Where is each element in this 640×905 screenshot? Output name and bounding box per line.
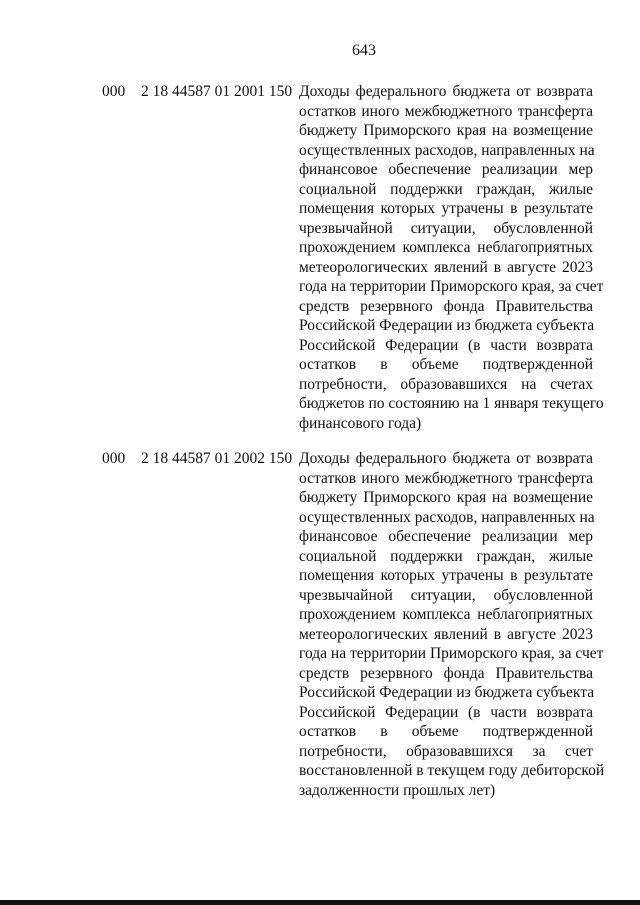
description-line: социальной поддержки граждан, жилые [299, 180, 593, 198]
description-line: Доходы федерального бюджета от возврата [299, 450, 593, 467]
description-line: финансового года) [299, 414, 422, 432]
description-line: бюджетов по состоянию на 1 января текущего [299, 395, 604, 412]
description-line: Российской Федерации из бюджета субъекта [299, 317, 595, 334]
description-line: осуществленных расходов, направленных на [299, 141, 595, 159]
description-line: года на территории Приморского края, за счет [299, 278, 604, 295]
description-line: потребности, образовавшихся за счет [299, 742, 593, 760]
page-number: 643 [352, 42, 376, 59]
description-line: помещения которых утрачены в результате [299, 567, 593, 584]
table-row [0, 82, 640, 442]
income-description [299, 449, 605, 800]
description-line: остатков иного межбюджетного трансферта [299, 102, 593, 120]
description-line: осуществленных расходов, направленных на [299, 508, 595, 526]
description-line: задолженности прошлых лет) [299, 781, 496, 799]
admin-code: 000 [102, 450, 126, 467]
description-line: остатков в объеме подтвержденной [299, 723, 593, 740]
description-line: средств резервного фонда Правительства [299, 297, 593, 315]
description-line: Доходы федерального бюджета от возврата [299, 83, 593, 100]
description-line: остатков в объеме подтвержденной [299, 356, 593, 373]
description-line: социальной поддержки граждан, жилые [299, 547, 593, 565]
description-line: бюджету Приморского края на возмещение [299, 122, 593, 139]
description-line: года на территории Приморского края, за счет [299, 645, 604, 662]
budget-classification-code: 2 18 44587 01 2001 150 [141, 83, 293, 100]
description-line: Российской Федерации из бюджета субъекта [299, 684, 595, 701]
admin-code: 000 [102, 83, 126, 100]
description-line: метеорологических явлений в августе 2023 [299, 625, 593, 643]
description-line: прохождением комплекса неблагоприятных [299, 606, 593, 623]
description-line: средств резервного фонда Правительства [299, 664, 593, 682]
description-line: Российской Федерации (в части возврата [299, 336, 593, 354]
description-line: финансовое обеспечение реализации мер [299, 528, 593, 545]
description-line: восстановленной в текущем году дебиторской [299, 762, 605, 779]
description-line: метеорологических явлений в августе 2023 [299, 258, 593, 276]
description-line: Российской Федерации (в части возврата [299, 703, 593, 721]
description-line: остатков иного межбюджетного трансферта [299, 469, 593, 487]
description-line: помещения которых утрачены в результате [299, 200, 593, 217]
description-line: потребности, образовавшихся на счетах [299, 375, 593, 393]
description-line: прохождением комплекса неблагоприятных [299, 239, 593, 256]
description-line: бюджету Приморского края на возмещение [299, 489, 593, 506]
budget-classification-code: 2 18 44587 01 2002 150 [141, 450, 293, 467]
description-line: чрезвычайной ситуации, обусловленной [299, 586, 593, 604]
page-bottom-border [0, 900, 640, 905]
description-line: финансовое обеспечение реализации мер [299, 161, 593, 178]
table-row [0, 449, 640, 829]
income-description [299, 82, 604, 433]
description-line: чрезвычайной ситуации, обусловленной [299, 219, 593, 237]
